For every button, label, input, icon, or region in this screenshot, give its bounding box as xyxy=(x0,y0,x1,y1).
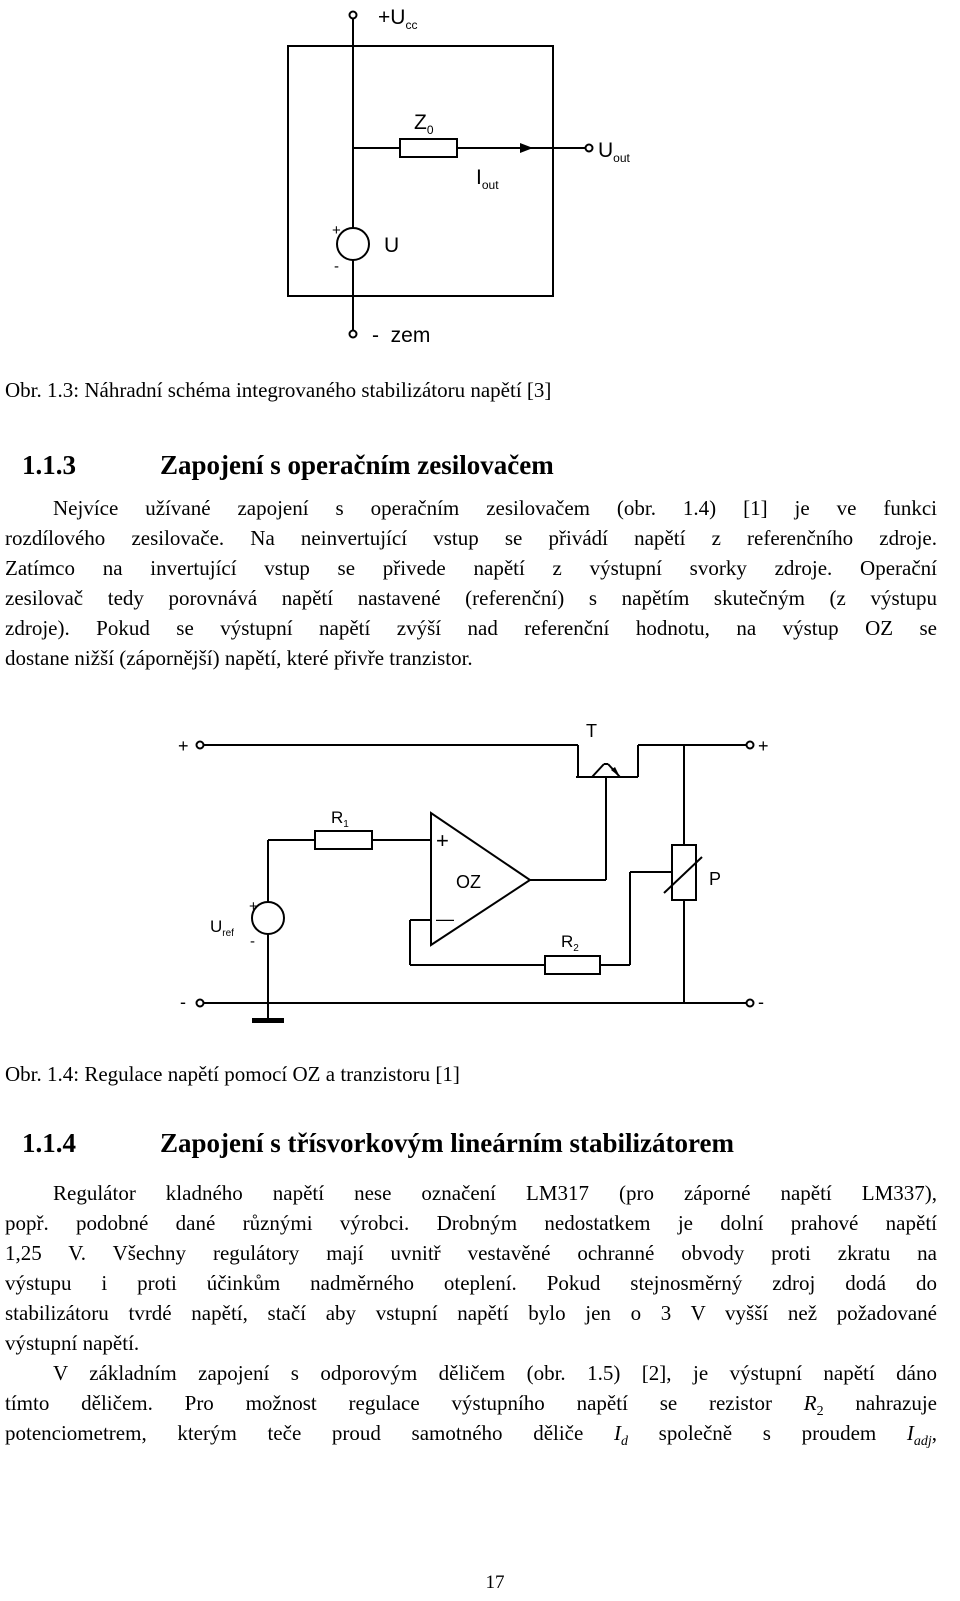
iout-label: $I_{out}$ xyxy=(476,166,499,192)
text-line: potenciometrem, kterým teče proud samotného děliče $I_d$ společně s proudem $I_{adj}$, xyxy=(5,1421,938,1450)
uout-label: $U_{out}$ xyxy=(598,139,630,165)
paragraph-1-1-4 xyxy=(5,1178,937,1448)
ground-label: - zem xyxy=(372,324,431,347)
plus-right-terminal xyxy=(747,742,754,749)
iadj-symbol: $I_{adj}$ xyxy=(906,1421,932,1450)
text-line: Regulátor kladného napětí nese označení LM317 (pro záporné napětí LM337), xyxy=(53,1181,937,1205)
ground-terminal xyxy=(350,331,357,338)
r1-resistor xyxy=(315,831,372,849)
minus-right-label: - xyxy=(758,992,764,1012)
section-number: 1.1.4 xyxy=(22,1128,76,1158)
section-heading-1-1-3 xyxy=(22,450,554,481)
plus-left-label: + xyxy=(178,736,189,756)
text-line: tímto děličem. Pro možnost regulace výstupního napětí se rezistor $R_2$ nahrazuje xyxy=(5,1391,937,1420)
section-number: 1.1.3 xyxy=(22,450,76,480)
text-line: rozdílového zesilovače. Na neinvertující vstup se přivádí napětí z referenčního zdroje. xyxy=(5,526,937,550)
regulator-box xyxy=(288,46,553,296)
id-symbol: $I_d$ xyxy=(613,1421,628,1450)
text-line: popř. podobné dané různými výrobci. Drobným nedostatkem je dolní prahové napětí xyxy=(5,1211,937,1235)
text-line: Nejvíce užívané zapojení s operačním zesilovačem (obr. 1.4) [1] je ve funkci xyxy=(53,496,937,520)
r2-label: $R_2$ xyxy=(561,932,579,954)
text-line: V základním zapojení s odporovým děličem (obr. 1.5) [2], je výstupní napětí dáno xyxy=(53,1361,937,1385)
figure-opamp-regulator-schematic xyxy=(0,700,960,1040)
figure-caption-1-4: Obr. 1.4: Regulace napětí pomocí OZ a tranzistoru [1] xyxy=(5,1062,460,1086)
section-heading-1-1-4 xyxy=(22,1128,734,1159)
potentiometer-p xyxy=(672,845,696,900)
section-title: Zapojení s třísvorkovým lineárním stabilizátorem xyxy=(160,1128,734,1158)
text-line: zdroje). Pokud se výstupní napětí zvýší nad referenční hodnotu, na výstup OZ se xyxy=(5,616,937,640)
text-line: dostane nižší (zápornější) napětí, které přivře tranzistor. xyxy=(5,646,473,670)
ucc-terminal xyxy=(350,12,357,19)
source-minus-label: - xyxy=(334,258,339,275)
text-line: výstupu i proti účinkům nadměrného oteplení. Pokud stejnosměrný zdroj dodá do xyxy=(5,1271,937,1295)
src-minus-label: - xyxy=(250,933,255,950)
minus-left-label: - xyxy=(180,992,186,1012)
text-line: výstupní napětí. xyxy=(5,1331,140,1355)
page-number: 17 xyxy=(485,1572,505,1593)
r2-resistor xyxy=(545,956,600,974)
p-label: P xyxy=(709,869,722,889)
r1-label: $R_1$ xyxy=(331,808,349,830)
plus-left-terminal xyxy=(197,742,204,749)
figure-regulator-equivalent-schematic xyxy=(0,0,960,360)
z0-label: $Z_0$ xyxy=(414,111,434,137)
z0-resistor xyxy=(400,139,457,157)
ground-icon xyxy=(252,1018,284,1023)
figure-caption-1-3: Obr. 1.3: Náhradní schéma integrovaného stabilizátoru napětí [3] xyxy=(5,378,552,402)
uref-label: $U_{ref}$ xyxy=(210,917,234,939)
voltage-source-u xyxy=(337,228,369,260)
ucc-label: $+U_{cc}$ xyxy=(378,6,418,32)
iout-arrow-icon xyxy=(520,143,533,153)
text-line: stabilizátoru tvrdé napětí, stačí aby vstupní napětí bylo jen o 3 V vyšší než požadované xyxy=(5,1301,937,1325)
opamp-plus-label: + xyxy=(436,828,449,853)
u-label: U xyxy=(384,234,400,257)
paragraph-1-1-3 xyxy=(5,493,937,673)
text-line: Zatímco na invertující vstup se přivede napětí z výstupní svorky zdroje. Operační xyxy=(5,556,937,580)
source-plus-label: + xyxy=(332,222,341,239)
plus-right-label: + xyxy=(758,736,769,756)
src-plus-label: + xyxy=(249,898,258,915)
oz-label: OZ xyxy=(456,872,481,892)
text-line: 1,25 V. Všechny regulátory mají uvnitř vestavěné ochranné obvody proti zkratu na xyxy=(5,1241,937,1265)
minus-right-terminal xyxy=(747,1000,754,1007)
text-line: zesilovač tedy porovnává napětí nastavené (referenční) s napětím skutečným (z výstupu xyxy=(5,586,937,610)
uout-terminal xyxy=(586,145,593,152)
t-label: T xyxy=(586,721,597,741)
section-title: Zapojení s operačním zesilovačem xyxy=(160,450,554,480)
minus-left-terminal xyxy=(197,1000,204,1007)
opamp-minus-label: — xyxy=(436,909,454,929)
r2-symbol: $R_2$ xyxy=(803,1391,824,1420)
